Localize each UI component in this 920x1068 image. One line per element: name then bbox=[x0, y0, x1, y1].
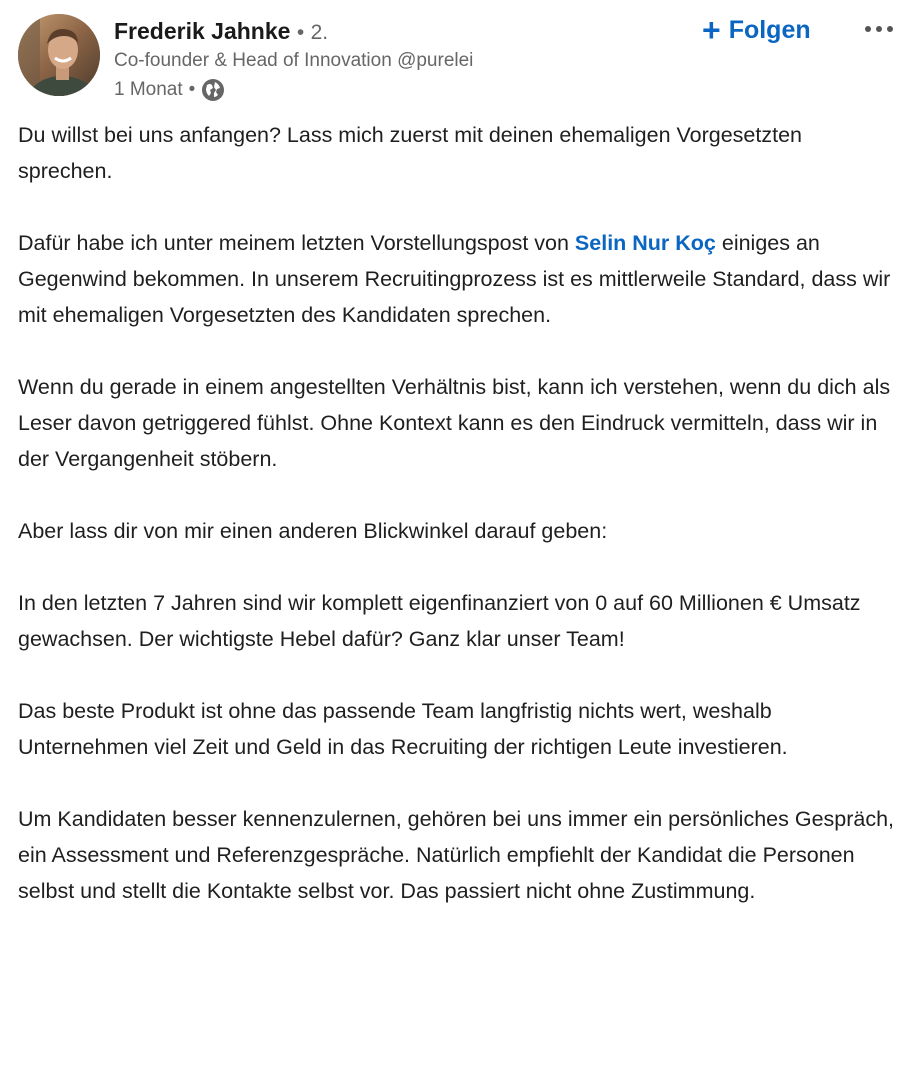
post-paragraph-6: Das beste Produkt ist ohne das passende Team langfristig nichts wert, weshalb Unternehmen viel Zeit und Geld in das Recruiting der richtigen Leute investieren. bbox=[18, 699, 788, 759]
mention-link[interactable]: Selin Nur Koç bbox=[574, 231, 716, 255]
more-options-button[interactable] bbox=[856, 14, 902, 44]
post-paragraph-1: Du willst bei uns anfangen? Lass mich zuerst mit deinen ehemaligen Vorgesetzten sprechen. bbox=[18, 123, 803, 183]
meta-separator: • bbox=[188, 79, 196, 100]
plus-icon: + bbox=[702, 12, 721, 48]
post-text-segment: Dafür habe ich unter meinem letzten Vorstellungspost von bbox=[18, 231, 575, 255]
connection-degree: 2. bbox=[310, 21, 329, 44]
post-paragraph-2 bbox=[18, 225, 902, 333]
post-paragraph-5: In den letzten 7 Jahren sind wir komplett eigenfinanziert von 0 auf 60 Millionen € Umsatz gewachsen. Der wichtigste Hebel dafür? Ganz klar unser Team! bbox=[18, 591, 861, 651]
author-name[interactable]: Frederik Jahnke bbox=[114, 18, 291, 44]
post-paragraph-4: Aber lass dir von mir einen anderen Blickwinkel darauf geben: bbox=[18, 519, 608, 543]
post-time: 1 Monat bbox=[114, 79, 183, 100]
author-headline: Co-founder & Head of Innovation @purelei bbox=[114, 50, 474, 71]
post-paragraph-7: Um Kandidaten besser kennenzulernen, gehören bei uns immer ein persönliches Gespräch, ein Assessment und Referenzgespräche. Natürlich empfiehlt der Kandidat die Personen selbst und stellt die Kontakte selbst vor. Das passiert nicht ohne Zustimmung. bbox=[18, 807, 895, 903]
more-options-icon bbox=[865, 26, 871, 32]
author-line bbox=[114, 16, 328, 48]
globe-icon bbox=[201, 78, 225, 102]
follow-button[interactable] bbox=[702, 12, 811, 48]
avatar-image bbox=[18, 14, 100, 96]
post-meta bbox=[114, 77, 225, 103]
post-text bbox=[18, 117, 902, 909]
follow-label: Folgen bbox=[728, 15, 811, 44]
post-header bbox=[0, 0, 920, 110]
post-text-segment: einiges an Gegenwind bekommen. In unserem Recruitingprozess ist es mittlerweile Standard, dass wir mit ehemaligen Vorgesetzten des Kandidaten sprechen. bbox=[18, 231, 891, 327]
avatar[interactable] bbox=[18, 14, 100, 96]
connection-separator: • bbox=[296, 21, 305, 44]
post-paragraph-3: Wenn du gerade in einem angestellten Verhältnis bist, kann ich verstehen, wenn du dich als Leser davon getriggered fühlst. Ohne Kontext kann es den Eindruck vermitteln, dass wir in der Vergangenheit stöbern. bbox=[18, 375, 891, 471]
